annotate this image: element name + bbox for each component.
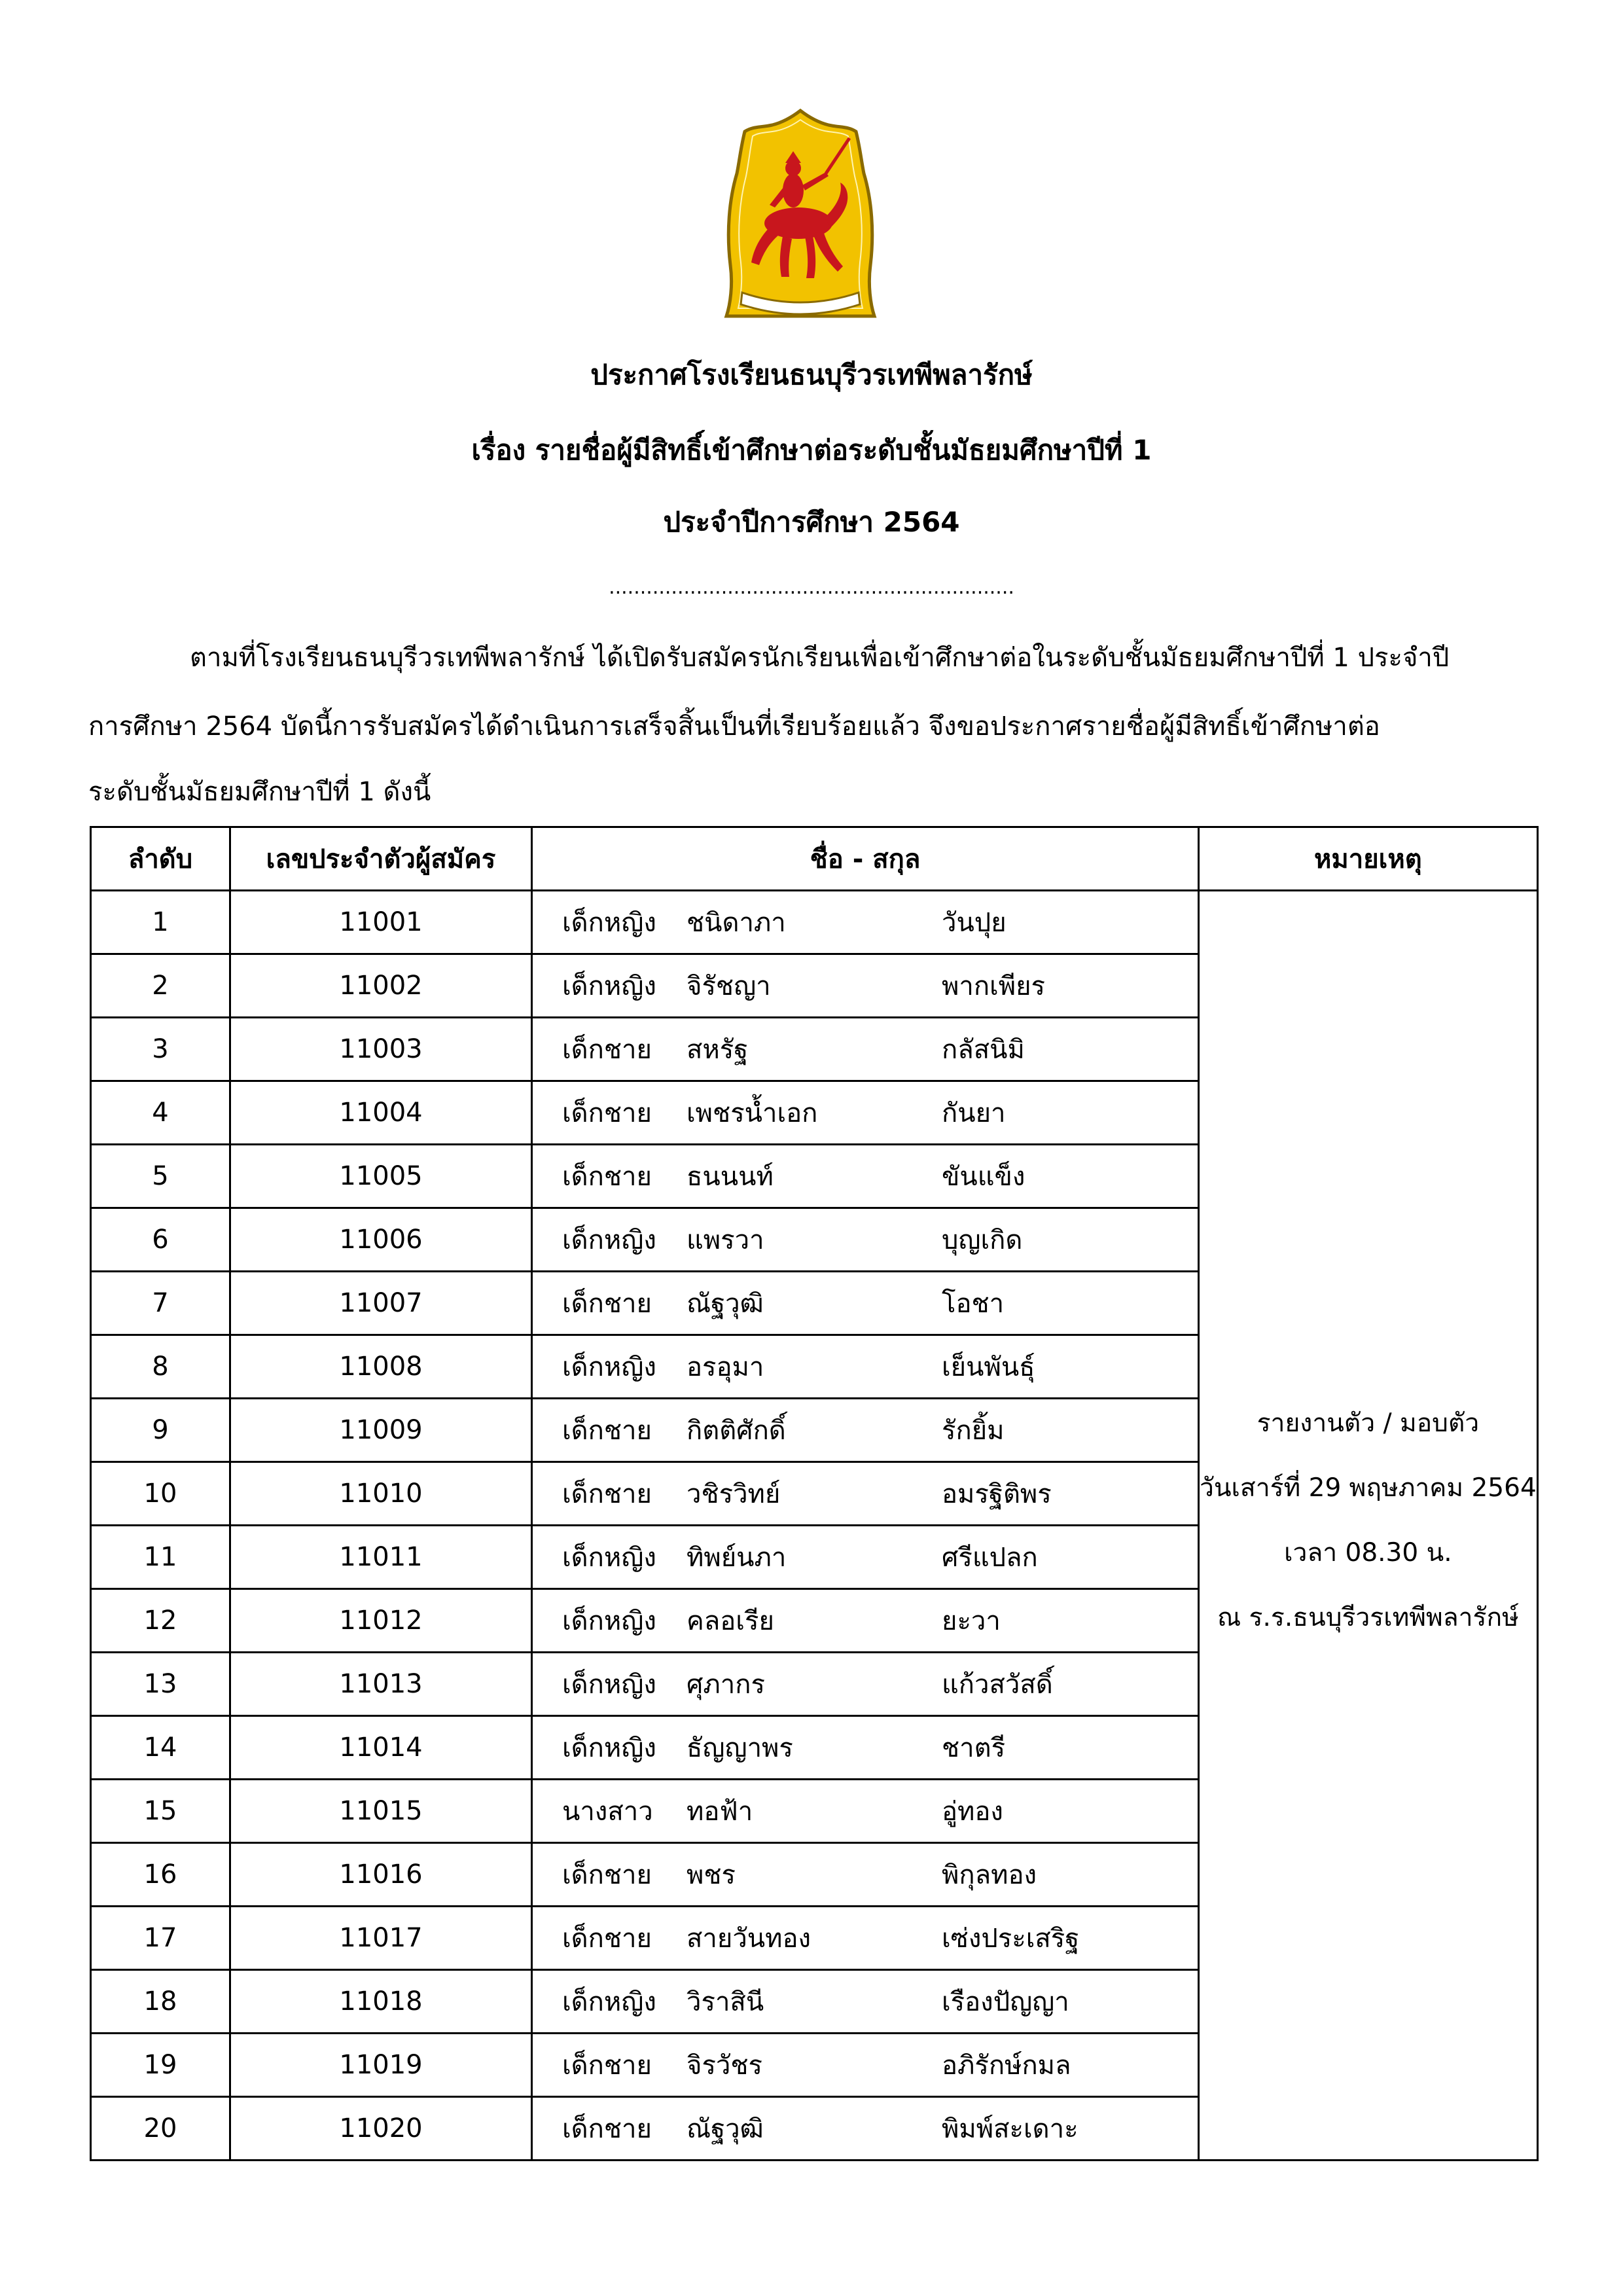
row-seq: 6 <box>91 1208 230 1272</box>
name-prefix: นางสาว <box>562 1797 653 1827</box>
first-name: ทิพย์นภา <box>687 1543 787 1573</box>
last-name: แก้วสวัสดิ์ <box>942 1670 1053 1700</box>
row-seq: 11 <box>91 1526 230 1589</box>
row-seq: 20 <box>91 2097 230 2161</box>
last-name: โอชา <box>942 1289 1005 1319</box>
name-prefix: เด็กหญิง <box>562 1606 656 1636</box>
row-applicant-id: 11013 <box>230 1653 532 1716</box>
row-applicant-id: 11018 <box>230 1970 532 2034</box>
first-name: วชิรวิทย์ <box>687 1479 781 1509</box>
first-name: ณัฐวุฒิ <box>687 2114 764 2144</box>
last-name: พิกุลทอง <box>942 1860 1037 1890</box>
header-seq: ลำดับ <box>91 827 230 891</box>
remark-line: วันเสาร์ที่ 29 พฤษภาคม 2564 <box>1200 1473 1537 1503</box>
row-seq: 17 <box>91 1907 230 1970</box>
last-name: รักยิ้ม <box>942 1416 1005 1446</box>
name-prefix: เด็กชาย <box>562 1035 652 1065</box>
announcement-title: ประกาศโรงเรียนธนบุรีวรเทพีพลารักษ์ <box>590 359 1033 391</box>
row-seq: 8 <box>91 1335 230 1399</box>
remark-line: เวลา 08.30 น. <box>1284 1537 1452 1568</box>
last-name: พิมพ์สะเดาะ <box>942 2114 1079 2144</box>
first-name: ศุภากร <box>687 1670 765 1700</box>
dotted-separator: ................................................................. <box>609 576 1014 599</box>
row-full-name <box>532 2034 1199 2097</box>
row-applicant-id: 11017 <box>230 1907 532 1970</box>
applicant-table <box>90 826 1539 2161</box>
row-applicant-id: 11002 <box>230 954 532 1018</box>
first-name: จิรวัชร <box>687 2051 763 2081</box>
row-full-name <box>532 954 1199 1018</box>
name-prefix: เด็กหญิง <box>562 908 656 938</box>
remark-cell <box>1199 891 1538 2161</box>
first-name: อรอุมา <box>687 1352 764 1382</box>
header-name: ชื่อ - สกุล <box>532 827 1199 891</box>
row-full-name <box>532 1272 1199 1335</box>
name-prefix: เด็กหญิง <box>562 1733 656 1763</box>
name-prefix: เด็กหญิง <box>562 1987 656 2017</box>
row-full-name <box>532 1018 1199 1081</box>
name-prefix: เด็กชาย <box>562 1860 652 1890</box>
first-name: คลอเรีย <box>687 1606 774 1636</box>
last-name: ชาตรี <box>942 1733 1006 1763</box>
row-full-name <box>532 1970 1199 2034</box>
last-name: เรืองปัญญา <box>942 1987 1069 2017</box>
row-seq: 9 <box>91 1399 230 1462</box>
row-seq: 7 <box>91 1272 230 1335</box>
row-seq: 10 <box>91 1462 230 1526</box>
intro-line-3: ระดับชั้นมัธยมศึกษาปีที่ 1 ดังนี้ <box>88 777 431 807</box>
row-full-name <box>532 2097 1199 2161</box>
row-applicant-id: 11005 <box>230 1145 532 1208</box>
row-full-name <box>532 1081 1199 1145</box>
row-seq: 18 <box>91 1970 230 2034</box>
last-name: อภิรักษ์กมล <box>942 2051 1071 2081</box>
row-full-name <box>532 1843 1199 1907</box>
last-name: อู่ทอง <box>942 1797 1003 1827</box>
last-name: เย็นพันธุ์ <box>942 1352 1035 1382</box>
last-name: เซ่งประเสริฐ <box>942 1924 1080 1954</box>
row-applicant-id: 11001 <box>230 891 532 954</box>
row-full-name <box>532 1462 1199 1526</box>
name-prefix: เด็กหญิง <box>562 1352 656 1382</box>
row-seq: 1 <box>91 891 230 954</box>
row-seq: 4 <box>91 1081 230 1145</box>
first-name: ธนนนท์ <box>687 1162 774 1192</box>
name-prefix: เด็กชาย <box>562 2114 652 2144</box>
row-applicant-id: 11006 <box>230 1208 532 1272</box>
last-name: อมรฐิติพร <box>942 1479 1052 1509</box>
first-name: ณัฐวุฒิ <box>687 1289 764 1319</box>
last-name: ยะวา <box>942 1606 1001 1636</box>
first-name: ทอฟ้า <box>687 1797 753 1827</box>
row-applicant-id: 11011 <box>230 1526 532 1589</box>
table-row <box>91 891 1538 954</box>
school-emblem-horseman-icon <box>715 108 886 327</box>
row-seq: 16 <box>91 1843 230 1907</box>
school-logo <box>715 108 886 327</box>
name-prefix: เด็กชาย <box>562 2051 652 2081</box>
row-full-name <box>532 1907 1199 1970</box>
row-full-name <box>532 1716 1199 1780</box>
last-name: พากเพียร <box>942 971 1046 1001</box>
name-prefix: เด็กชาย <box>562 1416 652 1446</box>
last-name: กันยา <box>942 1098 1006 1128</box>
row-seq: 2 <box>91 954 230 1018</box>
row-seq: 5 <box>91 1145 230 1208</box>
first-name: พชร <box>687 1860 736 1890</box>
first-name: วิราสินี <box>687 1987 764 2017</box>
last-name: กลัสนิมิ <box>942 1035 1025 1065</box>
row-seq: 19 <box>91 2034 230 2097</box>
name-prefix: เด็กชาย <box>562 1162 652 1192</box>
row-applicant-id: 11007 <box>230 1272 532 1335</box>
row-seq: 15 <box>91 1780 230 1843</box>
row-seq: 3 <box>91 1018 230 1081</box>
row-applicant-id: 11003 <box>230 1018 532 1081</box>
row-full-name <box>532 891 1199 954</box>
row-full-name <box>532 1145 1199 1208</box>
row-full-name <box>532 1526 1199 1589</box>
row-applicant-id: 11014 <box>230 1716 532 1780</box>
name-prefix: เด็กชาย <box>562 1098 652 1128</box>
row-full-name <box>532 1399 1199 1462</box>
name-prefix: เด็กชาย <box>562 1479 652 1509</box>
first-name: ชนิดาภา <box>687 908 786 938</box>
last-name: บุญเกิด <box>942 1225 1023 1255</box>
row-seq: 13 <box>91 1653 230 1716</box>
row-applicant-id: 11019 <box>230 2034 532 2097</box>
name-prefix: เด็กชาย <box>562 1924 652 1954</box>
name-prefix: เด็กหญิง <box>562 1225 656 1255</box>
first-name: กิตติศักดิ์ <box>687 1416 786 1446</box>
header-applicant-id: เลขประจำตัวผู้สมัคร <box>230 827 532 891</box>
row-applicant-id: 11015 <box>230 1780 532 1843</box>
intro-line-1: ตามที่โรงเรียนธนบุรีวรเทพีพลารักษ์ ได้เปิดรับสมัครนักเรียนเพื่อเข้าศึกษาต่อในระดับชั้นมัธยมศึกษาปีที่ 1 ประจำปี <box>190 643 1450 673</box>
last-name: วันปุย <box>942 908 1007 938</box>
header-remark: หมายเหตุ <box>1199 827 1538 891</box>
row-applicant-id: 11016 <box>230 1843 532 1907</box>
last-name: ขันแข็ง <box>942 1162 1026 1192</box>
row-applicant-id: 11004 <box>230 1081 532 1145</box>
name-prefix: เด็กหญิง <box>562 1670 656 1700</box>
row-full-name <box>532 1589 1199 1653</box>
row-full-name <box>532 1653 1199 1716</box>
name-prefix: เด็กชาย <box>562 1289 652 1319</box>
announcement-subject: เรื่อง รายชื่อผู้มีสิทธิ์เข้าศึกษาต่อระดับชั้นมัธยมศึกษาปีที่ 1 <box>471 434 1152 466</box>
first-name: จิรัชญา <box>687 971 771 1001</box>
first-name: เพชรน้ำเอก <box>687 1098 818 1128</box>
row-applicant-id: 11010 <box>230 1462 532 1526</box>
row-full-name <box>532 1335 1199 1399</box>
row-applicant-id: 11008 <box>230 1335 532 1399</box>
row-full-name <box>532 1780 1199 1843</box>
first-name: สหรัฐ <box>687 1035 749 1065</box>
remark-line: รายงานตัว / มอบตัว <box>1257 1408 1480 1438</box>
table-header-row <box>91 827 1538 891</box>
name-prefix: เด็กหญิง <box>562 1543 656 1573</box>
row-seq: 14 <box>91 1716 230 1780</box>
remark-line: ณ ร.ร.ธนบุรีวรเทพีพลารักษ์ <box>1217 1602 1519 1632</box>
first-name: ธัญญาพร <box>687 1733 793 1763</box>
name-prefix: เด็กหญิง <box>562 971 656 1001</box>
row-applicant-id: 11012 <box>230 1589 532 1653</box>
intro-line-2: การศึกษา 2564 บัดนี้การรับสมัครได้ดำเนินการเสร็จสิ้นเป็นที่เรียบร้อยแล้ว จึงขอประกาศรายชื่อผู้มีสิทธิ์เข้าศึกษาต่อ <box>88 711 1380 742</box>
first-name: แพรวา <box>687 1225 764 1255</box>
row-applicant-id: 11009 <box>230 1399 532 1462</box>
row-full-name <box>532 1208 1199 1272</box>
row-applicant-id: 11020 <box>230 2097 532 2161</box>
academic-year: ประจำปีการศึกษา 2564 <box>663 506 960 538</box>
last-name: ศรีแปลก <box>942 1543 1038 1573</box>
first-name: สายวันทอง <box>687 1924 812 1954</box>
row-seq: 12 <box>91 1589 230 1653</box>
